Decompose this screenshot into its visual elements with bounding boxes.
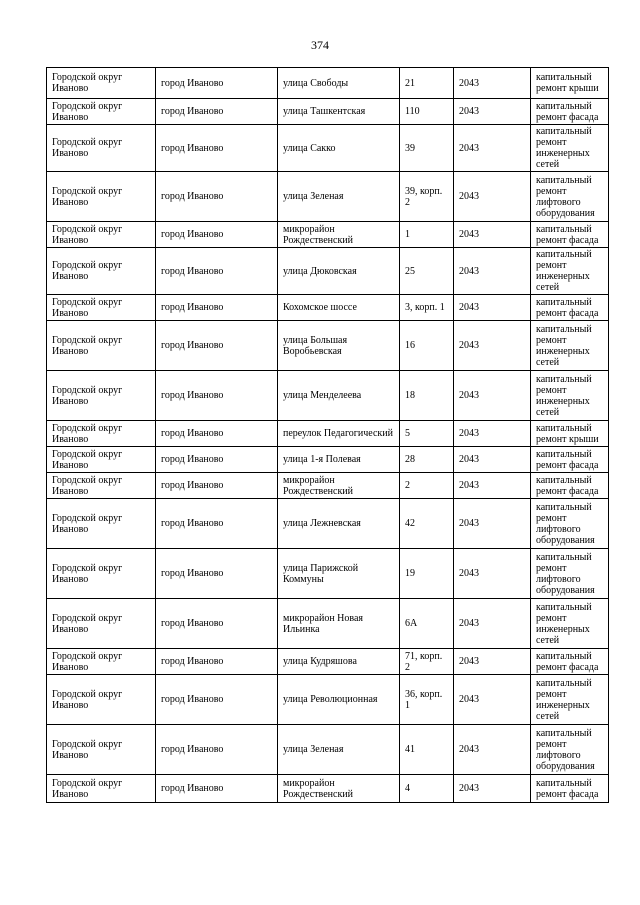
cell-street: улица Зеленая: [278, 725, 400, 775]
cell-municipality: Городской округ Иваново: [47, 649, 156, 675]
cell-settlement: город Иваново: [156, 447, 278, 473]
cell-house-number: 18: [400, 371, 454, 421]
repair-schedule-table: [46, 67, 609, 803]
cell-street: улица Революционная: [278, 675, 400, 725]
cell-municipality: Городской округ Иваново: [47, 125, 156, 172]
cell-street: улица Кудряшова: [278, 649, 400, 675]
table-row: [47, 649, 609, 675]
cell-work-type: капитальный ремонт фасада: [531, 447, 609, 473]
table-row: [47, 599, 609, 649]
cell-settlement: город Иваново: [156, 99, 278, 125]
cell-settlement: город Иваново: [156, 248, 278, 295]
cell-street: улица 1-я Полевая: [278, 447, 400, 473]
cell-settlement: город Иваново: [156, 295, 278, 321]
cell-house-number: 6А: [400, 599, 454, 649]
cell-work-type: капитальный ремонт фасада: [531, 649, 609, 675]
cell-year: 2043: [454, 549, 531, 599]
cell-municipality: Городской округ Иваново: [47, 725, 156, 775]
cell-municipality: Городской округ Иваново: [47, 222, 156, 248]
cell-year: 2043: [454, 371, 531, 421]
cell-settlement: город Иваново: [156, 222, 278, 248]
cell-house-number: 41: [400, 725, 454, 775]
cell-year: 2043: [454, 222, 531, 248]
cell-house-number: 2: [400, 473, 454, 499]
cell-street: переулок Педагогический: [278, 421, 400, 447]
cell-municipality: Городской округ Иваново: [47, 447, 156, 473]
cell-year: 2043: [454, 295, 531, 321]
cell-street: улица Дюковская: [278, 248, 400, 295]
table-row: [47, 172, 609, 222]
cell-settlement: город Иваново: [156, 649, 278, 675]
cell-house-number: 39, корп. 2: [400, 172, 454, 222]
cell-year: 2043: [454, 775, 531, 803]
cell-street: улица Зеленая: [278, 172, 400, 222]
cell-work-type: капитальный ремонт фасада: [531, 99, 609, 125]
cell-house-number: 25: [400, 248, 454, 295]
cell-year: 2043: [454, 172, 531, 222]
cell-settlement: город Иваново: [156, 125, 278, 172]
table-row: [47, 549, 609, 599]
table-row: [47, 222, 609, 248]
cell-municipality: Городской округ Иваново: [47, 675, 156, 725]
cell-street: улица Сакко: [278, 125, 400, 172]
table-row: [47, 447, 609, 473]
table-row: [47, 675, 609, 725]
table-row: [47, 499, 609, 549]
table-row: [47, 125, 609, 172]
cell-house-number: 5: [400, 421, 454, 447]
cell-municipality: Городской округ Иваново: [47, 421, 156, 447]
cell-settlement: город Иваново: [156, 675, 278, 725]
cell-house-number: 4: [400, 775, 454, 803]
page-number: 374: [311, 38, 329, 52]
cell-municipality: Городской округ Иваново: [47, 371, 156, 421]
cell-year: 2043: [454, 599, 531, 649]
cell-settlement: город Иваново: [156, 499, 278, 549]
cell-municipality: Городской округ Иваново: [47, 599, 156, 649]
cell-settlement: город Иваново: [156, 321, 278, 371]
cell-work-type: капитальный ремонт инженерных сетей: [531, 371, 609, 421]
cell-street: улица Парижской Коммуны: [278, 549, 400, 599]
cell-work-type: капитальный ремонт инженерных сетей: [531, 321, 609, 371]
cell-work-type: капитальный ремонт крыши: [531, 421, 609, 447]
cell-house-number: 36, корп. 1: [400, 675, 454, 725]
cell-municipality: Городской округ Иваново: [47, 473, 156, 499]
table-row: [47, 725, 609, 775]
cell-work-type: капитальный ремонт лифтового оборудования: [531, 499, 609, 549]
cell-year: 2043: [454, 321, 531, 371]
cell-municipality: Городской округ Иваново: [47, 549, 156, 599]
cell-year: 2043: [454, 725, 531, 775]
table-row: [47, 371, 609, 421]
cell-settlement: город Иваново: [156, 473, 278, 499]
cell-house-number: 71, корп. 2: [400, 649, 454, 675]
cell-settlement: город Иваново: [156, 775, 278, 803]
cell-work-type: капитальный ремонт фасада: [531, 473, 609, 499]
table-row: [47, 321, 609, 371]
cell-settlement: город Иваново: [156, 172, 278, 222]
cell-street: микрорайон Новая Ильинка: [278, 599, 400, 649]
cell-municipality: Городской округ Иваново: [47, 295, 156, 321]
table-body: [47, 68, 609, 803]
cell-street: микрорайон Рождественский: [278, 473, 400, 499]
cell-street: улица Ташкентская: [278, 99, 400, 125]
cell-work-type: капитальный ремонт фасада: [531, 222, 609, 248]
cell-work-type: капитальный ремонт крыши: [531, 68, 609, 99]
cell-settlement: город Иваново: [156, 549, 278, 599]
cell-year: 2043: [454, 248, 531, 295]
cell-municipality: Городской округ Иваново: [47, 499, 156, 549]
cell-settlement: город Иваново: [156, 68, 278, 99]
cell-year: 2043: [454, 499, 531, 549]
cell-street: улица Менделеева: [278, 371, 400, 421]
table-row: [47, 248, 609, 295]
cell-settlement: город Иваново: [156, 725, 278, 775]
cell-year: 2043: [454, 99, 531, 125]
cell-street: микрорайон Рождественский: [278, 775, 400, 803]
cell-year: 2043: [454, 421, 531, 447]
cell-municipality: Городской округ Иваново: [47, 248, 156, 295]
cell-work-type: капитальный ремонт фасада: [531, 775, 609, 803]
cell-year: 2043: [454, 649, 531, 675]
cell-municipality: Городской округ Иваново: [47, 68, 156, 99]
table-row: [47, 295, 609, 321]
table-row: [47, 68, 609, 99]
cell-municipality: Городской округ Иваново: [47, 99, 156, 125]
cell-house-number: 42: [400, 499, 454, 549]
cell-work-type: капитальный ремонт лифтового оборудования: [531, 172, 609, 222]
cell-year: 2043: [454, 675, 531, 725]
cell-work-type: капитальный ремонт фасада: [531, 295, 609, 321]
cell-year: 2043: [454, 68, 531, 99]
cell-settlement: город Иваново: [156, 371, 278, 421]
cell-work-type: капитальный ремонт лифтового оборудования: [531, 549, 609, 599]
cell-work-type: капитальный ремонт инженерных сетей: [531, 125, 609, 172]
cell-street: Кохомское шоссе: [278, 295, 400, 321]
cell-municipality: Городской округ Иваново: [47, 172, 156, 222]
cell-street: улица Свободы: [278, 68, 400, 99]
cell-house-number: 39: [400, 125, 454, 172]
cell-municipality: Городской округ Иваново: [47, 321, 156, 371]
cell-house-number: 3, корп. 1: [400, 295, 454, 321]
cell-work-type: капитальный ремонт инженерных сетей: [531, 248, 609, 295]
table-row: [47, 421, 609, 447]
cell-house-number: 28: [400, 447, 454, 473]
cell-municipality: Городской округ Иваново: [47, 775, 156, 803]
cell-house-number: 21: [400, 68, 454, 99]
cell-work-type: капитальный ремонт инженерных сетей: [531, 675, 609, 725]
cell-house-number: 110: [400, 99, 454, 125]
table-row: [47, 473, 609, 499]
cell-street: улица Лежневская: [278, 499, 400, 549]
cell-street: микрорайон Рождественский: [278, 222, 400, 248]
table-row: [47, 99, 609, 125]
cell-settlement: город Иваново: [156, 599, 278, 649]
cell-year: 2043: [454, 473, 531, 499]
cell-year: 2043: [454, 447, 531, 473]
cell-house-number: 16: [400, 321, 454, 371]
cell-year: 2043: [454, 125, 531, 172]
table-row: [47, 775, 609, 803]
cell-settlement: город Иваново: [156, 421, 278, 447]
cell-street: улица Большая Воробьевская: [278, 321, 400, 371]
cell-work-type: капитальный ремонт лифтового оборудования: [531, 725, 609, 775]
cell-house-number: 1: [400, 222, 454, 248]
cell-work-type: капитальный ремонт инженерных сетей: [531, 599, 609, 649]
cell-house-number: 19: [400, 549, 454, 599]
